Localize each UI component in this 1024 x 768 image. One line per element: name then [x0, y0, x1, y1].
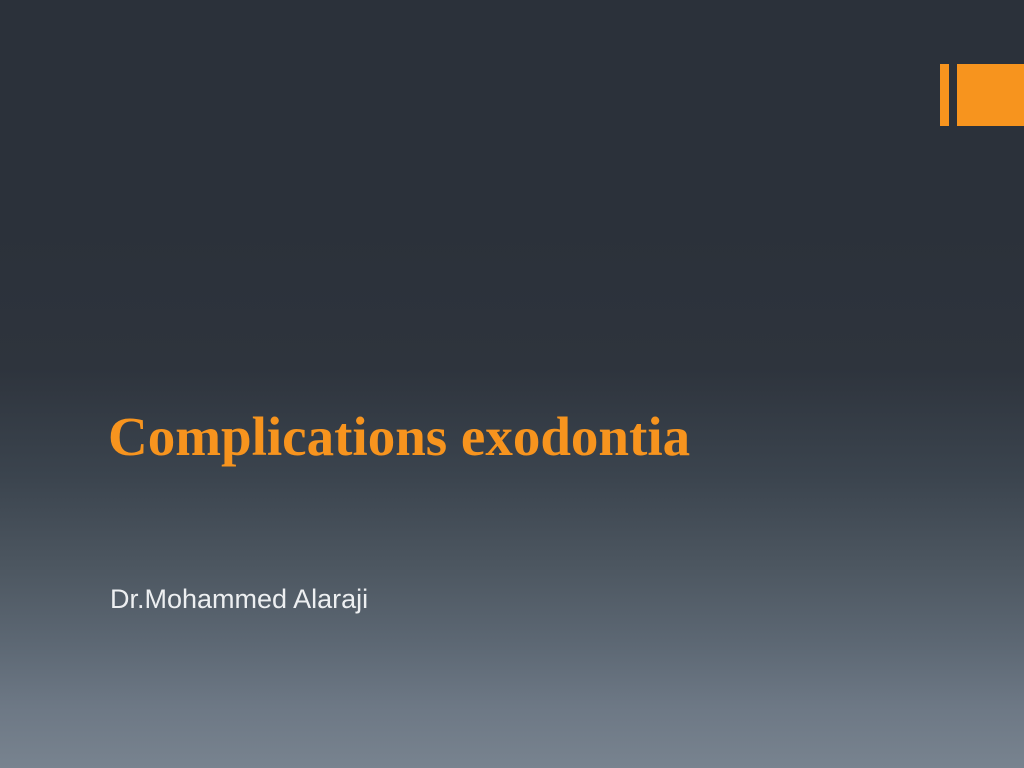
- slide-title: Complications exodontia: [108, 406, 691, 467]
- slide-subtitle-author: Dr.Mohammed Alaraji: [110, 584, 369, 614]
- accent-bar-thick-icon: [957, 64, 1024, 126]
- accent-decoration: [940, 64, 1024, 126]
- accent-bar-thin-icon: [940, 64, 949, 126]
